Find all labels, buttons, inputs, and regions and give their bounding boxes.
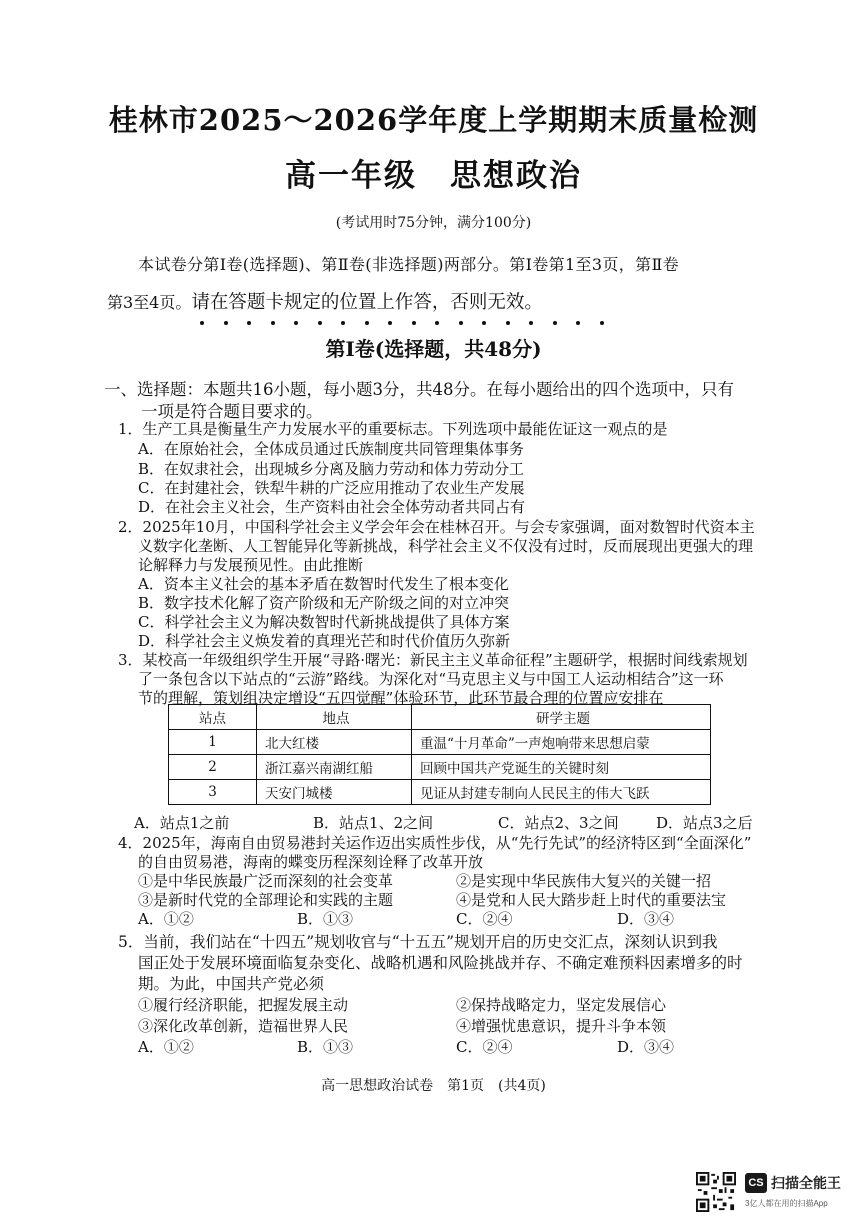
q5-option-b: B．①③ [297, 1038, 354, 1056]
table-row [169, 780, 711, 805]
q4-option-d: D．③④ [617, 910, 675, 928]
q3-option-a: A．站点1之前 [134, 814, 230, 832]
table-cell-station: 3 [169, 780, 257, 805]
exam-time-note: (考试用时75分钟，满分100分) [335, 215, 532, 231]
exam-title: 桂林市2025～2026学年度上学期期末质量检测 [108, 103, 759, 137]
camscanner-name: 扫描全能王 [771, 1175, 841, 1191]
table-header-cell: 研学主题 [412, 705, 711, 730]
q5-statement-3: ③深化改革创新，造福世界人民 [138, 1017, 349, 1035]
table-cell-theme: 回顾中国共产党诞生的关键时刻 [412, 755, 711, 780]
emphasis-dots [200, 310, 605, 320]
q1-option-c: C．在封建社会，铁犁牛耕的广泛应用推动了农业生产发展 [138, 479, 525, 497]
table-header-cell: 站点 [169, 705, 257, 730]
table-cell-theme: 重温“十月革命”一声炮响带来思想启蒙 [412, 730, 711, 755]
table-cell-theme: 见证从封建专制向人民民主的伟大飞跃 [412, 780, 711, 805]
qr-code-icon [696, 1172, 736, 1212]
q2-option-b: B．数字技术化解了资产阶级和无产阶级之间的对立冲突 [138, 594, 510, 612]
q3-option-b: B．站点1、2之间 [313, 814, 434, 832]
table-row [169, 730, 711, 755]
q2-stem-2: 义数字化垄断、人工智能异化等新挑战，科学社会主义不仅没有过时，反而展现出更强大的理 [138, 537, 754, 555]
q4-option-b: B．①③ [297, 910, 354, 928]
subject-title: 高一年级 思想政治 [285, 158, 582, 194]
q4-statement-3: ③是新时代党的全部理论和实践的主题 [138, 891, 394, 909]
page-footer: 高一思想政治试卷 第1页 (共4页) [321, 1078, 546, 1094]
intro-emphasis-text: 请在答题卡规定的位置上作答，否则无效。 [191, 292, 543, 313]
table-cell-station: 1 [169, 730, 257, 755]
q5-option-d: D．③④ [617, 1038, 675, 1056]
q5-stem-2: 国正处于发展环境面临复杂变化、战略机遇和风险挑战并存、不确定难预料因素增多的时 [138, 954, 743, 972]
table-header-row [169, 705, 711, 730]
q1-stem: 1．生产工具是衡量生产力发展水平的重要标志。下列选项中最能佐证这一观点的是 [118, 420, 668, 438]
q3-stem-2: 了一条包含以下站点的“云游”路线。为深化对“马克思主义与中国工人运动相结合”这一环 [138, 670, 724, 688]
q5-option-a: A．①② [138, 1038, 194, 1056]
q4-stem-2: 的自由贸易港，海南的蝶变历程深刻诠释了改革开放 [138, 853, 484, 871]
q4-option-c: C．②④ [456, 910, 513, 928]
q2-option-d: D．科学社会主义焕发着的真理光芒和时代价值历久弥新 [138, 632, 511, 650]
q2-option-a: A．资本主义社会的基本矛盾在数智时代发生了根本变化 [138, 575, 509, 593]
table-cell-location: 北大红楼 [257, 730, 412, 755]
q4-option-a: A．①② [138, 910, 194, 928]
q3-stem-1: 3．某校高一年级组织学生开展“寻路·曙光：新民主主义革命征程”主题研学，根据时间线索规划 [118, 651, 748, 669]
q5-statement-4: ④增强忧患意识，提升斗争本领 [456, 1017, 667, 1035]
study-route-table [168, 704, 711, 805]
q3-stem-3: 节的理解，策划组决定增设“五四觉醒”体验环节，此环节最合理的位置应安排在 [138, 689, 664, 707]
q5-stem-3: 期。为此，中国共产党必须 [138, 975, 325, 993]
q1-option-d: D．在社会主义社会，生产资料由社会全体劳动者共同占有 [138, 498, 526, 516]
section-instruction-line-2: 一项是符合题目要求的。 [141, 402, 323, 421]
q5-stem-1: 5．当前，我们站在“十四五”规划收官与“十五五”规划开启的历史交汇点，深刻认识到我 [118, 933, 718, 951]
q2-option-c: C．科学社会主义为解决数智时代新挑战提供了具体方案 [138, 613, 510, 631]
q5-statement-1: ①履行经济职能，把握发展主动 [138, 996, 349, 1014]
q4-statement-4: ④是党和人民大踏步赶上时代的重要法宝 [456, 891, 727, 909]
table-cell-location: 天安门城楼 [257, 780, 412, 805]
q1-option-a: A．在原始社会，全体成员通过氏族制度共同管理集体事务 [138, 440, 524, 458]
section-instruction-line-1: 一、选择题：本题共16小题，每小题3分，共48分。在每小题给出的四个选项中，只有 [104, 380, 734, 399]
camscanner-tagline: 3亿人都在用的扫描App [745, 1199, 828, 1208]
camscanner-logo: CS [745, 1173, 767, 1193]
intro-line-2-prefix: 第3至4页。 [107, 293, 192, 312]
q4-stem-1: 4．2025年，海南自由贸易港封关运作迈出实质性步伐，从“先行先试”的经济特区到“全面深化” [118, 834, 752, 852]
q4-statement-1: ①是中华民族最广泛而深刻的社会变革 [138, 872, 394, 890]
table-cell-station: 2 [169, 755, 257, 780]
q5-statement-2: ②保持战略定力，坚定发展信心 [456, 996, 667, 1014]
q3-option-d: D．站点3之后 [656, 814, 753, 832]
table-cell-location: 浙江嘉兴南湖红船 [257, 755, 412, 780]
q3-option-c: C．站点2、3之间 [498, 814, 619, 832]
table-row [169, 755, 711, 780]
intro-line-1: 本试卷分第Ⅰ卷(选择题)、第Ⅱ卷(非选择题)两部分。第Ⅰ卷第1至3页，第Ⅱ卷 [138, 255, 680, 274]
q2-stem-3: 论解释力与发展预见性。由此推断 [138, 556, 364, 574]
q1-option-b: B．在奴隶社会，出现城乡分离及脑力劳动和体力劳动分工 [138, 460, 525, 478]
q4-statement-2: ②是实现中华民族伟大复兴的关键一招 [456, 872, 712, 890]
section-title: 第Ⅰ卷(选择题，共48分) [325, 337, 542, 361]
q5-option-c: C．②④ [456, 1038, 513, 1056]
q2-stem-1: 2．2025年10月，中国科学社会主义学会年会在桂林召开。与会专家强调，面对数智时代资本主 [118, 518, 755, 536]
table-header-cell: 地点 [257, 705, 412, 730]
